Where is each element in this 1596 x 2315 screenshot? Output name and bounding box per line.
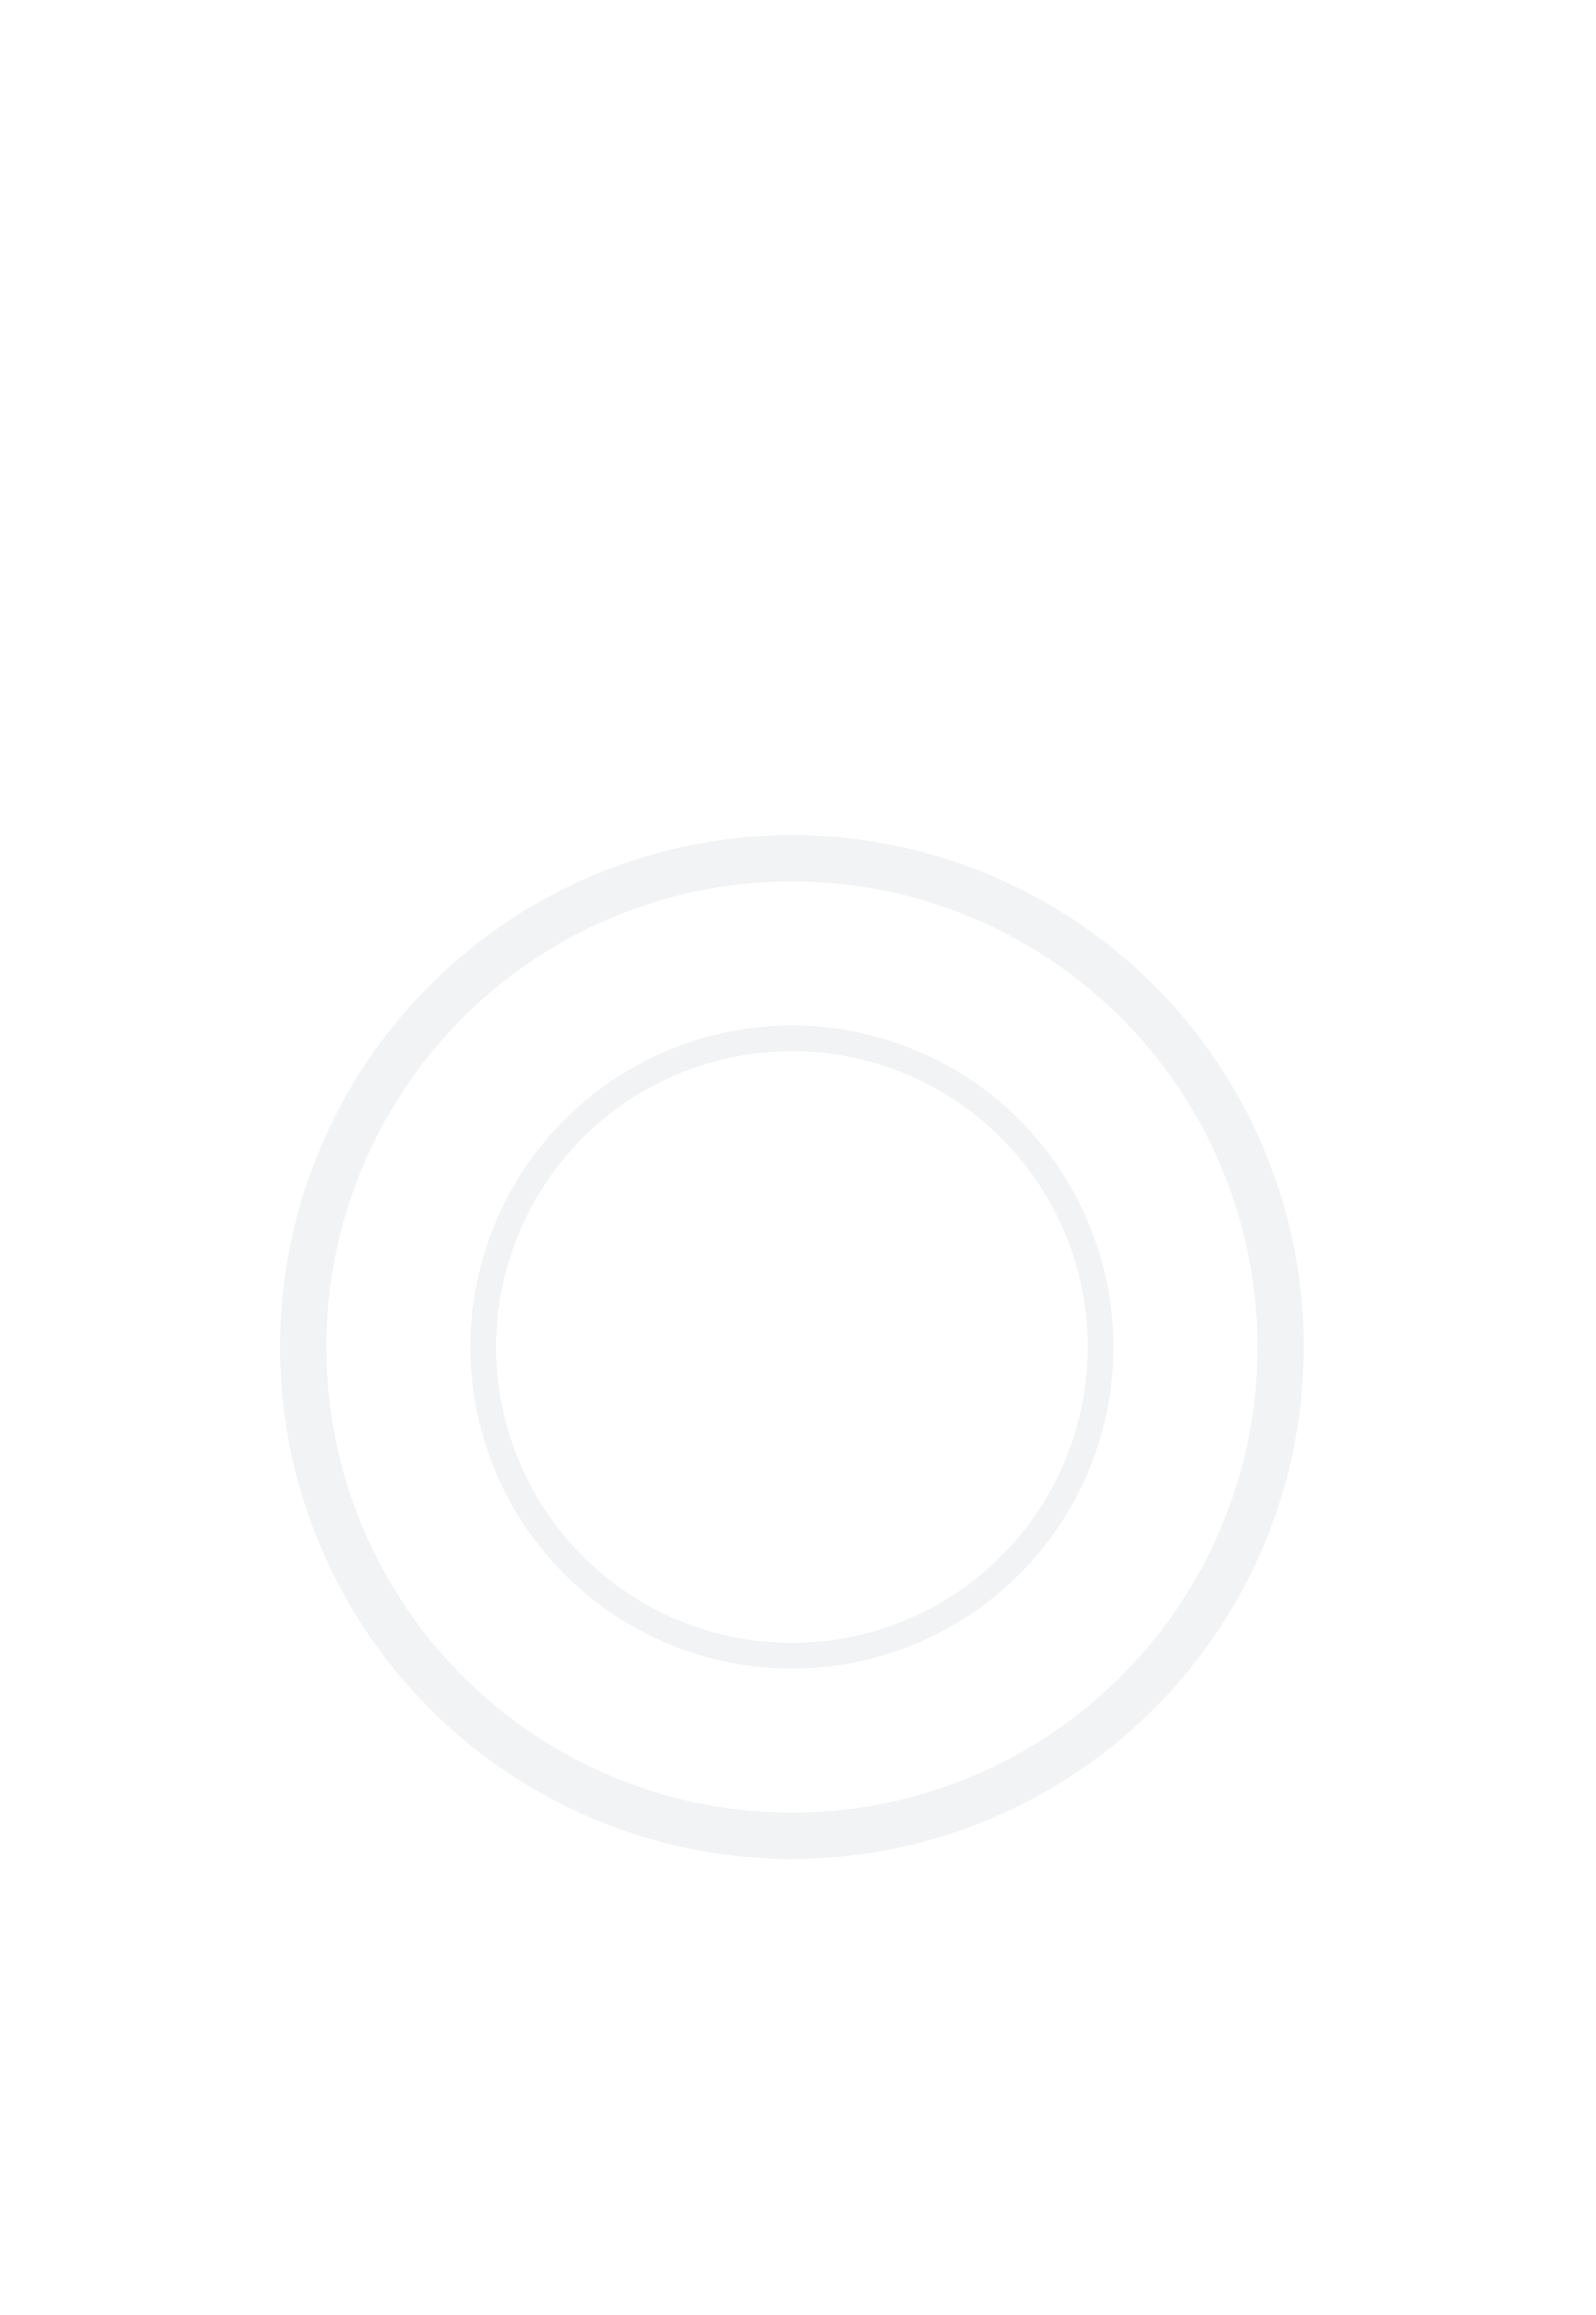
archive-watermark-stamp [278, 833, 1306, 1861]
